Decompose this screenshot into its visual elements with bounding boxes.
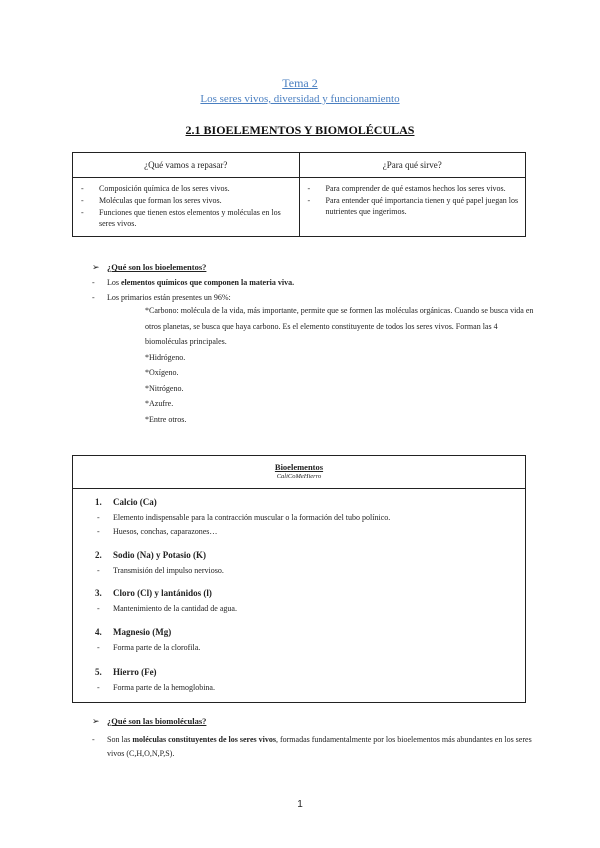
list-item: - Composición química de los seres vivos. (79, 183, 293, 194)
item-point: - Huesos, conchas, caparazones… (95, 525, 515, 539)
item-name: Calcio (Ca) (113, 497, 157, 507)
item-name: Sodio (Na) y Potasio (K) (113, 550, 206, 560)
review-col1-header: ¿Qué vamos a repasar? (73, 153, 300, 178)
list-item: - Funciones que tienen estos elementos y moléculas en los seres vivos. (79, 207, 293, 229)
biomoleculas-definition: - Son las moléculas constituyentes de los seres vivos, formadas fundamentalmente por los bioelementos más abundantes en los seres vivos (C,H,O,N,P,S). (92, 735, 532, 758)
item-point: - Mantenimiento de la cantidad de agua. (95, 602, 515, 616)
primarios-text: Los primarios están presentes un 96%: (107, 293, 231, 302)
item-point: - Forma parte de la clorofila. (95, 641, 515, 655)
primary-elements-list (145, 303, 535, 427)
arrow-bullet-icon: ➢ (92, 262, 100, 272)
item-number: 5. (95, 667, 102, 677)
carbono-text: *Carbono: molécula de la vida, más importante, permite que se formen las moléculas orgánicas. Cuando se busca vida en otros planetas, se busca que haya carbono. Es el elemento constituyente de todos los seres vivos. Forman las 4 biomoléculas principales. (145, 306, 534, 346)
item-name: Cloro (Cl) y lantánidos (l) (113, 588, 212, 598)
item-name: Hierro (Fe) (113, 667, 157, 677)
element-item: *Nitrógeno. (145, 383, 184, 393)
element-item: *Entre otros. (145, 414, 187, 424)
definition-bold: moléculas constituyentes de los seres vivos (132, 735, 276, 744)
review-table (72, 152, 526, 237)
section-heading: 2.1 BIOELEMENTOS Y BIOMOLÉCULAS (185, 123, 415, 137)
bioelementos-box-title: Bioelementos (274, 462, 324, 472)
element-item: *Oxígeno. (145, 368, 179, 377)
item-number: 2. (95, 550, 102, 560)
item-number: 4. (95, 627, 102, 637)
document-page: Tema 2 Los seres vivos, diversidad y funcionamiento 2.1 BIOELEMENTOS Y BIOMOLÉCULAS ¿Qué vamos a repasar? ¿Para qué sirve? - Composición química de los seres vivos. - Moléculas que forman los seres vivos. - Funciones que tienen estos elementos y moléculas en los seres vivos. - Para comprender de qué estamos hechos los seres vivos. - Para entender qué importancia tienen y qué papel juegan los nutrientes que ingerimos. ➢ ¿Qué son los bioelementos? - Los elementos químicos que componen la materia viva. - Los primarios están presentes un 96%: *Carbono: molécula de la vida, más importante, permite que se formen las moléculas orgánicas. Cuando se busca vida en otros planetas, se busca que haya carbono. Es el elemento constituyente de todos los seres vivos. Forman las 4 biomoléculas principales. *Hidrógeno. *Oxígeno. *Nitrógeno. *Azufre. *Entre otros. Bioelementos CaliCoMeHierro 1. Calcio (Ca) - Elemento indispensable para la contracción muscular o la formación del tubo polínico. - Huesos, conchas, caparazones… 2. Sodio (Na) y Potasio (K) - Transmisión del impulso nervioso. 3. Cloro (Cl) y lantánidos (l) - Mantenimiento de la cantidad de agua. 4. Magnesio (Mg) - Forma parte de la clorofila. 5. Hierro (Fe) - Forma parte de la hemoglobina. ➢ ¿Qué son las biomoléculas? - Son las moléculas constituyentes de los seres vivos, formadas fundamentalmente por los bioelementos más abundantes en los seres vivos (C,H,O,N,P,S). 1 (0, 0, 600, 848)
review-col1-cell (73, 178, 300, 237)
bioelementos-box-header (73, 456, 525, 489)
page-number: 1 (297, 799, 303, 810)
element-item: *Azufre. (145, 399, 174, 408)
item-point: - Elemento indispensable para la contracción muscular o la formación del tubo polínico. (95, 511, 515, 525)
element-item: *Hidrógeno. (145, 352, 186, 362)
list-item: - Para entender qué importancia tienen y qué papel juegan los nutrientes que ingerimos. (306, 195, 520, 217)
topic-subtitle: Los seres vivos, diversidad y funcionamiento (200, 93, 400, 105)
bioelementos-box-mnemonic: CaliCoMeHierro (276, 473, 322, 480)
item-point: - Forma parte de la hemoglobina. (95, 681, 515, 695)
bioelementos-question: ¿Qué son los bioelementos? (107, 262, 207, 272)
item-point: - Transmisión del impulso nervioso. (95, 564, 515, 578)
list-item: - Moléculas que forman los seres vivos. (79, 195, 293, 206)
bioelementos-box (72, 455, 526, 703)
item-number: 3. (95, 588, 102, 598)
definition-prefix: Los (107, 278, 121, 287)
definition-prefix: Son las (107, 735, 133, 744)
review-col2-cell (299, 178, 526, 237)
arrow-bullet-icon: ➢ (92, 716, 100, 726)
definition-bold: elementos químicos que componen la materia viva. (121, 278, 295, 287)
review-col2-header: ¿Para qué sirve? (299, 153, 526, 178)
item-number: 1. (95, 497, 102, 507)
biomoleculas-question: ¿Qué son las biomoléculas? (107, 716, 207, 726)
item-name: Magnesio (Mg) (113, 627, 172, 637)
list-item: - Para comprender de qué estamos hechos los seres vivos. (306, 183, 520, 194)
topic-title: Tema 2 (282, 76, 318, 90)
definition-suffix: , formadas fundamentalmente por los bioelementos más abundantes en los seres vivos (C,H,O,N,P,S). (107, 735, 532, 758)
